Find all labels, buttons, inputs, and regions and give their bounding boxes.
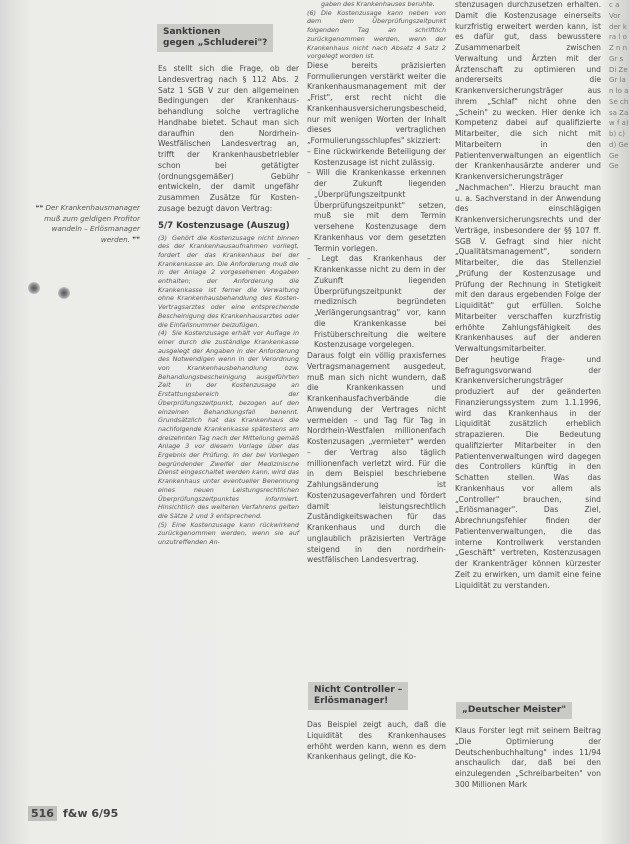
header-line: Erlösmanager! xyxy=(314,696,389,706)
paragraph: Der heutige Frage- und Befragungsvorwand der Krankenversicherungsträger produziert auf der geänderten Finanzierungssystem zum 1.1.1996, wird das Krankenhaus in der Liquidität zusätzlich erheblich strapazieren. Die Bedeutung qualifizierter Mitarbeiter in den Patientenverwaltungen wird dagegen des Controllers künftig in den Schatten stellen. Was das Krankenhaus vor allem als „Controller" brauchen, sind „Erlösmanager". Das Ziel, Abrechnungsfehler finden der Patientenverwaltungen, die das interne Kontrollwerk verstanden „Geschäft" vertreten, Kostenzusagen der Krankenträger können kürzester Zeit zu erwirken, um damit eine feine Liquidität zu verstanden. xyxy=(455,354,601,590)
law-item-number: (5) xyxy=(158,520,168,529)
quote-mark-icon: ❞❞ xyxy=(132,234,140,244)
law-item xyxy=(158,329,299,520)
paragraph: Daraus folgt ein völlig praxisfernes Vertragsmanagement ausgedeut, muß man sich nicht wundern, daß die Krankenkassen und Krankenhausfachverbände die Anwendung der Vertrages nicht vermeiden – und Tag für Tag in Nordrhein-Westfalen millionenfach Kostenzusagen „vermieteт" werden – der Vertrag also täglich millionenfach verletzt wird. Für die in dem Beispiel beschriebene Zahlungsänderung ist Kostenzusageverfahren und fördert damit leistungsrechtlich Zuständigkeitswachen für das Krankenhaus und durch die unglaublich präzisierten Verträge steigend in den nordrhein-westfälischen Landesvertrag. xyxy=(307,351,446,565)
pull-quote xyxy=(28,203,140,245)
paragraph: stenzusagen durchzusetzen erhalten. Damit die Kostenzusage einerseits kurzfristig erweitert werden kann, ist es dafür gut, dass bewusstere Zusammenarbeit zwischen Verwaltung und Ärzten mit der Ärztenschaft zu optimieren und andererseits die Krankenversicherungsträger aus ihrem „Schlaf" nicht ohne den „Schein" zu wecken. Hier denke ich Kompetenz dabei auf qualifizierte Mitarbeiter, die sich nicht mit Mitarbeitern in den Patientenverwaltungen an eigentlich der Krankenhausärzte anderer und Krankenversicherungsträger „Nachmachen". Hierzu braucht man u. a. Sachverstand in der Anwendung des einschlägigen Krankenversicherungsrechts und der Verträge, insbesondere der §§ 107 ff. SGB V. Gefragt sind hier nicht „Qualitätsmanagement", sondern Mitarbeiter, die das Stellenziel „Prüfung der Kostenzusage und Prüfung der Rechnung in Stetigkeit mit den daraus ergebenden Folge der Liquidität" gut erfüllen. Solche Mitarbeiter verschaffen kurzfristig erhöhte Zahlungsfähigkeit des Krankenhauses auf der anderen Verwaltungsmitarbeiter. xyxy=(455,0,601,353)
adjacent-page-edge: c a Vor der k ra l o Z n n Gr s Di Ze Gr la n lo a Se ch sa Za w f a) b) c) d) Ge Ge Ge xyxy=(609,1,629,171)
dash-item-text: Legt das Krankenhaus der Krankenkasse nicht zu dem in der Zukunft liegenden Überprüfungszeitpunkt der mediznisch begründeten „Verlängerungsantrag" vor, kann die Krankenkasse bei Fristüberschreitung die weitere Kostenzusage vorgelegen. xyxy=(314,254,446,350)
section-header-erloesmanager xyxy=(308,682,408,710)
dash-item: – Legt das Krankenhaus der Krankenkasse nicht zu dem in der Zukunft liegenden Überprüfungszeitpunkt der mediznisch begründeten „Verlängerungsantrag" vor, kann die Krankenkasse bei Fristüberschreitung die weitere Kostenzusage vorgelegen. xyxy=(307,254,446,350)
paragraph: Das Beispiel zeigt auch, daß die Liquidität des Krankenhauses erhöht werden kann, wenn es dem Krankenhaus gelingt, die Ko- xyxy=(307,720,446,762)
paragraph: Diese bereits präzisierten Formulierungen verstärkt weiter die Krankenhausmanagement mit der „Frist", erst recht nicht die Krankenhausversicherungsbescheid, nur mit wenigen Worten der Inhalt dieses vertraglichen „Formulierungsschlupfes" skizziert: xyxy=(307,60,447,146)
law-item xyxy=(158,521,299,547)
section-header-sanktionen xyxy=(157,24,273,52)
column-3-bottom xyxy=(455,726,601,791)
page-footer xyxy=(28,806,118,821)
punch-hole xyxy=(28,282,40,294)
column-2 xyxy=(307,0,446,566)
page-number: 516 xyxy=(28,806,57,821)
column-3 xyxy=(455,0,601,591)
law-item-text: Eine Kostenzusage kann rückwirkend zurückgenommen werden, wenn sie auf unzutreffenden An- xyxy=(158,520,299,547)
column-1 xyxy=(158,64,299,547)
law-item-text: Die Kostenzusage kann neben von dem dem Überprüfungszeitpunkt folgenden Tag an schriftlich zurückgenommen werden, wenn der Krankenhaus nicht nach Absatz 4 Satz 2 vorgelegt worden ist. xyxy=(307,8,446,61)
header-line: Nicht Controller – xyxy=(314,685,403,695)
law-item xyxy=(158,234,299,330)
law-excerpt xyxy=(158,234,299,547)
law-item-text: Gehört die Kostenzusage nicht binnen des der Krankenhausaufnahmen vorliegt, fordert der das Krankenhaus bei der Krankenkasse an. Die Anforderung muß die in der Anlage 2 vorgesehenen Angaben enthalten; der Anforderung die Krankenkasse ist ferner die Verwaltung ohne Krankenhausbehandlung des Kosten-Vertragsarztes oder eine entsprechende Bescheinigung des Krankenhausarztes oder die Einfallsnummer beizufügen. xyxy=(158,233,299,329)
law-item-number: (4) xyxy=(158,329,168,338)
pull-quote-text: Der Krankenhausmanager muß zum geldigen Profitor wandeln – Erlösmanager werden. xyxy=(44,203,140,244)
dash-item-text: Will die Krankenkasse erkennen der Zukunft liegenden „Überprüfungszeitpunkt Überprüfungszeitpunkt" setzen, muß sie mit dem Termin versehene Kostenzusage dem Krankenhaus vor dem gesetzten Termin vorlegen. xyxy=(314,168,446,253)
law-item-text: Sie Kostenzusage erhält vor Auflage in einer durch die zuständige Krankenkasse ausgelegt der Angaben in der Anforderung des Notwendigen wenn in der Verordnung von Krankenhausbehandlung bzw. Behandlungsbescheinigung ausgeführten Zeit in der Kostenzusage an Erstattungsbereich der Überprüfungszeitpunkt, bezogen auf den einzelnen Behandlungsfall benennt. Grundsätzlich hat das Krankenhaus die nachfolgende Krankenkasse spätestens am dreizehnten Tag nach der Mitteilung gemäß Anlage 3 vor diesem Vorlage über das Ergebnis der Prüfung. In der bei Vorliegen begründender Zweifel der Medizinische Dienst eingeschaltet werden kann, wird das Krankenhaus unter eventueller Benennung eines neuen Leistungsrechtlichen Überprüfungszeitpunktes informiert. Hinsichtlich des weiteren Verfahrens gelten die Sätze 2 und 3 entsprechend. xyxy=(158,329,299,520)
law-item-continuation: gaben des Krankenhauses beruhte. xyxy=(321,0,435,8)
law-item xyxy=(307,9,446,61)
paragraph: Klaus Forster legt mit seinem Beitrag „Die Optimierung der Deutschenbuchhaltung" indes 11/94 anschaulich dar, daß bei den einzulegenden „Schreibarbeiten" von 300 Millionen Mark xyxy=(455,726,601,789)
quote-mark-icon: ❝❝ xyxy=(35,203,44,212)
paragraph: Es stellt sich die Frage, ob der Landesvertrag nach § 112 Abs. 2 Satz 1 SGB V zur den allgemeinen Bedingungen der Krankenhaus-behandlung solche vertragliche Handhabe bietet. Schaut man sich daraufhin den Nordrhein-Westfälischen Landesvertrag an, trifft der Krankenhausbetriebler schon bei getätigter (ordnungsgemäßer) Gebühr entwickeln, der damit ungefähr zusammen Zusätze für Kosten-zusage bezugt davon Vertrag: xyxy=(158,64,299,213)
section-header-deutscher-meister: „Deutscher Meister" xyxy=(456,702,572,719)
magazine-issue: f&w 6/95 xyxy=(62,807,119,820)
dash-item: – Eine rückwirkende Beteiligung der Kostenzusage ist nicht zulässig. xyxy=(307,146,446,167)
dash-item-text: Eine rückwirkende Beteiligung der Kostenzusage ist nicht zulässig. xyxy=(313,146,446,167)
section-title: 5/7 Kostenzusage (Auszug) xyxy=(158,220,290,231)
header-line: Sanktionen xyxy=(163,27,221,37)
header-line: gegen „Schluderei"? xyxy=(163,38,268,48)
law-item-number: (3) xyxy=(158,233,168,242)
law-item-number: (6) xyxy=(307,8,317,17)
column-2-bottom xyxy=(307,720,446,763)
punch-hole xyxy=(58,287,70,299)
law-excerpt xyxy=(307,0,446,61)
dash-item: – Will die Krankenkasse erkennen der Zukunft liegenden „Überprüfungszeitpunkt Überprüfungszeitpunkt" setzen, muß sie mit dem Termin versehene Kostenzusage dem Krankenhaus vor dem gesetzten Termin vorlegen. xyxy=(307,168,446,253)
